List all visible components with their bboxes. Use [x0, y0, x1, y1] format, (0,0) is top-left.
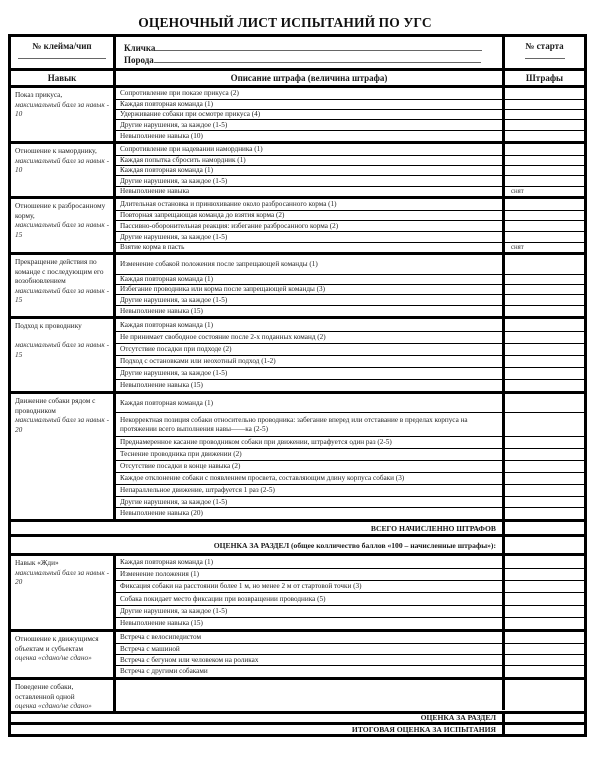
penalty-row	[116, 632, 584, 643]
penalty-row	[116, 284, 584, 294]
skill-max-score-note: максимальный балл за навык - 20	[15, 415, 110, 434]
penalty-description: Другие нарушения, за каждое (1-5)	[116, 176, 505, 186]
penalty-row	[116, 343, 584, 355]
penalty-rows	[116, 680, 584, 711]
penalty-description: Другие нарушения, за каждое (1-5)	[116, 232, 505, 242]
penalty-value-cell[interactable]	[505, 666, 584, 677]
penalty-row	[116, 507, 584, 519]
section-score-value[interactable]	[505, 714, 584, 722]
penalty-row	[116, 605, 584, 617]
total-penalties-row	[11, 519, 584, 534]
penalty-value-cell[interactable]	[505, 88, 584, 99]
skill-name: Поведение собаки, оставленной одной	[15, 682, 75, 701]
penalty-rows	[116, 319, 584, 391]
penalty-description: Не принимает свободное состояние после 2-х поданных команд (2)	[116, 332, 505, 343]
penalty-value-cell[interactable]	[505, 556, 584, 568]
column-header-row	[11, 68, 584, 85]
section-score-label: ОЦЕНКА ЗА РАЗДЕЛ	[11, 714, 505, 722]
dog-name-field[interactable]	[155, 50, 482, 51]
dog-info-cell	[116, 37, 505, 68]
skill-label-cell	[11, 255, 116, 316]
penalty-row	[116, 412, 584, 436]
penalty-row	[116, 305, 584, 316]
penalty-value-cell[interactable]	[505, 680, 584, 710]
penalty-row	[116, 643, 584, 654]
penalty-description: Другие нарушения, за каждое (1-5)	[116, 497, 505, 507]
final-score-value[interactable]	[505, 725, 584, 734]
penalty-description: Изменение собакой положения после запрещающей команды (1)	[116, 255, 505, 274]
penalty-row	[116, 580, 584, 592]
skill-section	[11, 85, 584, 141]
penalty-row	[116, 394, 584, 412]
penalty-row	[116, 367, 584, 379]
penalty-description: Удерживание собаки при осмотре прикуса (4)	[116, 110, 505, 119]
penalty-description: Собака покидает место фиксации при возвращении проводника (5)	[116, 593, 505, 605]
penalty-row	[116, 294, 584, 305]
penalty-value-cell[interactable]	[505, 166, 584, 175]
penalty-description: Другие нарушения, за каждое (1-5)	[116, 606, 505, 617]
brand-chip-label: № клейма/чип	[32, 41, 92, 51]
penalty-value-cell[interactable]	[505, 380, 584, 391]
skill-label-cell	[11, 144, 116, 196]
skill-max-score-note: максимальный балл за навык - 10	[15, 155, 110, 175]
penalty-value-cell[interactable]	[505, 437, 584, 448]
penalty-description: Невыполнение навыка (15)	[116, 618, 505, 629]
penalty-rows	[116, 632, 584, 677]
penalty-row	[116, 460, 584, 472]
penalty-description: Пассивно-оборонительная реакция: избегание разбросанного корма (2)	[116, 221, 505, 231]
penalty-row	[116, 331, 584, 343]
penalty-rows	[116, 255, 584, 316]
skill-section	[11, 141, 584, 196]
skill-section	[11, 553, 584, 629]
skill-max-score-note: максимальный балл за навык - 20	[15, 567, 110, 587]
skill-section	[11, 629, 584, 677]
penalty-description: Отсутствие посадки при подходе (2)	[116, 344, 505, 355]
skill-name: Отношение к разбросанному корму,	[15, 201, 106, 220]
skill-name: Отношение к движущимся объектам и субъектам	[15, 634, 99, 653]
penalty-value-cell[interactable]	[505, 221, 584, 231]
final-score-label: ИТОГОВАЯ ОЦЕНКА ЗА ИСПЫТАНИЯ	[11, 725, 505, 734]
penalty-description: Изменение положения (1)	[116, 569, 505, 580]
penalty-value-cell[interactable]	[505, 461, 584, 472]
penalty-row	[116, 484, 584, 496]
penalty-value-cell[interactable]	[505, 199, 584, 210]
skill-label-cell	[11, 319, 116, 391]
penalty-row	[116, 186, 584, 196]
penalty-description: Сопротивление при надевании намордника (1)	[116, 144, 505, 155]
penalty-description: Отсутствие посадки в конце навыка (2)	[116, 461, 505, 472]
penalty-row	[116, 242, 584, 252]
skill-max-score-note: максимальный балл за навык - 10	[15, 99, 110, 119]
penalty-description	[116, 680, 505, 710]
skill-name: Движение собаки рядом с проводником	[15, 396, 96, 415]
penalty-rows	[116, 199, 584, 252]
penalty-value-cell[interactable]	[505, 156, 584, 165]
brand-chip-field[interactable]	[18, 58, 106, 59]
penalty-row	[116, 255, 584, 274]
skill-name: Показ прикуса,	[15, 90, 63, 99]
penalty-row	[116, 568, 584, 580]
penalty-description: Другие нарушения, за каждое (1-5)	[116, 295, 505, 305]
penalty-value-cell[interactable]	[505, 255, 584, 274]
skill-name: Подход к проводнику	[15, 321, 82, 330]
penalty-description: Каждая повторная команда (1)	[116, 166, 505, 175]
penalty-rows	[116, 88, 584, 141]
penalty-description: Каждая попытка сбросить намордник (1)	[116, 156, 505, 165]
column-header-skill: Навык	[11, 71, 116, 85]
penalty-value-cell[interactable]	[505, 110, 584, 119]
penalty-value-cell[interactable]	[505, 368, 584, 379]
skill-label-cell	[11, 680, 116, 711]
penalty-value-cell[interactable]	[505, 593, 584, 605]
penalty-row	[116, 99, 584, 109]
penalty-value-cell[interactable]	[505, 275, 584, 284]
penalty-row	[116, 220, 584, 231]
penalty-value-cell[interactable]	[505, 332, 584, 343]
penalty-description: Каждая повторная команда (1)	[116, 319, 505, 331]
penalty-value-cell[interactable]	[505, 413, 584, 436]
skill-max-score-note: максимальный балл за навык - 15	[15, 285, 110, 305]
skill-sections-part-1	[11, 85, 584, 519]
skill-sections-part-2	[11, 553, 584, 711]
penalty-rows	[116, 144, 584, 196]
skill-max-score-note: оценка «сдано/не сдано»	[15, 701, 92, 711]
penalty-row	[116, 155, 584, 165]
penalty-description: Каждая повторная команда (1)	[116, 556, 505, 568]
penalty-description: Встреча с велосипедистом	[116, 632, 505, 643]
penalty-value-cell[interactable]	[505, 120, 584, 130]
penalty-value-cell[interactable]	[505, 508, 584, 519]
penalty-description: Преднамеренное касание проводником собаки при движении, штрафуется один раз (2-5)	[116, 437, 505, 448]
penalty-value-cell[interactable]	[505, 632, 584, 643]
section-score-formula-label: ОЦЕНКА ЗА РАЗДЕЛ (общее колличество баллов «100 – начисленные штрафы»):	[11, 537, 505, 553]
penalty-description: Другие нарушения, за каждое (1-5)	[116, 120, 505, 130]
evaluation-table	[8, 34, 587, 737]
penalty-value-cell[interactable]	[505, 497, 584, 507]
penalty-description: Взятие корма в пасть	[116, 243, 505, 252]
penalty-description: Некорректная позиция собаки относительно проводника: забегание вперед или отставание в пределах корпуса на протяжении всего выполнения навы——ка (2-5)	[116, 413, 505, 436]
penalty-description: Сопротивление при показе прикуса (2)	[116, 88, 505, 99]
dog-breed-label: Порода	[124, 55, 154, 65]
penalty-value-cell[interactable]	[505, 211, 584, 220]
penalty-description: Невыполнение навыка (15)	[116, 380, 505, 391]
start-number-cell	[505, 37, 584, 68]
skill-section	[11, 391, 584, 519]
penalty-rows	[116, 394, 584, 519]
penalty-value-cell[interactable]: снят	[511, 188, 524, 195]
penalty-row	[116, 654, 584, 665]
column-header-penalties: Штрафы	[525, 73, 564, 83]
dog-breed-field[interactable]	[154, 62, 481, 63]
penalty-description: Встреча с машиной	[116, 644, 505, 654]
penalty-row	[116, 436, 584, 448]
penalty-description: Встреча с другими собаками	[116, 666, 505, 677]
penalty-value-cell[interactable]	[505, 655, 584, 665]
penalty-rows	[116, 556, 584, 629]
penalty-value-cell[interactable]	[505, 581, 584, 592]
penalty-description: Каждая повторная команда (1)	[116, 275, 505, 284]
section-score-formula-row	[11, 534, 584, 553]
penalty-value-cell[interactable]	[505, 449, 584, 460]
penalty-row	[116, 496, 584, 507]
penalty-row	[116, 175, 584, 186]
penalty-description: Встреча с бегуном или человеком на роликах	[116, 655, 505, 665]
skill-label-cell	[11, 632, 116, 677]
penalty-description: Невыполнение навыка (15)	[116, 306, 505, 316]
penalty-value-cell[interactable]	[505, 356, 584, 367]
dog-name-label: Кличка	[124, 43, 156, 53]
penalty-row	[116, 448, 584, 460]
column-header-description: Описание штрафа (величина штрафа)	[116, 71, 505, 85]
penalty-value-cell[interactable]	[505, 131, 584, 141]
penalty-row	[116, 556, 584, 568]
penalty-description: Каждая повторная команда (1)	[116, 394, 505, 412]
brand-chip-cell	[11, 37, 116, 68]
skill-name: Навык «Жди»	[15, 558, 59, 567]
penalty-description: Другие нарушения, за каждое (1-5)	[116, 368, 505, 379]
penalty-row	[116, 231, 584, 242]
page-title: ОЦЕНОЧНЫЙ ЛИСТ ИСПЫТАНИЙ ПО УГС	[138, 15, 432, 30]
penalty-row	[116, 88, 584, 99]
skill-section	[11, 252, 584, 316]
penalty-description: Невыполнение навыка	[116, 187, 505, 196]
skill-max-score-note: оценка «сдано/не сдано»	[15, 653, 92, 663]
skill-max-score-note: максимальный балл за навык - 15	[15, 340, 110, 359]
penalty-value-cell[interactable]	[505, 100, 584, 109]
penalty-value-cell[interactable]	[505, 606, 584, 617]
penalty-description: Невыполнение навыка (10)	[116, 131, 505, 141]
penalty-description: Каждое отклонение собаки с появлением просвета, составляющим длину корпуса собаки (3)	[116, 473, 505, 484]
skill-section	[11, 316, 584, 391]
penalty-description: Избегание проводника или корма после запрещающей команды (3)	[116, 285, 505, 294]
penalty-description: Повторная запрещающая команда до взятия корма (2)	[116, 211, 505, 220]
skill-label-cell	[11, 199, 116, 252]
penalty-row	[116, 665, 584, 677]
penalty-value-cell[interactable]	[505, 344, 584, 355]
penalty-row	[116, 379, 584, 391]
penalty-value-cell[interactable]	[505, 295, 584, 305]
skill-label-cell	[11, 556, 116, 629]
skill-label-cell	[11, 394, 116, 519]
penalty-value-cell[interactable]	[505, 306, 584, 316]
penalty-row	[116, 355, 584, 367]
skill-max-score-note: максимальный балл за навык - 15	[15, 220, 110, 239]
penalty-value-cell[interactable]: снят	[511, 244, 524, 251]
skill-name: Отношение к наморднику,	[15, 146, 97, 155]
skill-section	[11, 196, 584, 252]
final-score-row	[11, 722, 584, 734]
start-number-label: № старта	[525, 41, 564, 51]
penalty-row	[116, 617, 584, 629]
penalty-value-cell[interactable]	[505, 644, 584, 654]
penalty-value-cell[interactable]	[505, 394, 584, 412]
total-penalties-label: ВСЕГО НАЧИСЛЕННО ШТРАФОВ	[11, 522, 505, 534]
penalty-description: Каждая повторная команда (1)	[116, 100, 505, 109]
penalty-row	[116, 472, 584, 484]
skill-section	[11, 677, 584, 711]
penalty-row	[116, 680, 584, 710]
penalty-value-cell[interactable]	[505, 569, 584, 580]
penalty-value-cell[interactable]	[505, 319, 584, 331]
total-penalties-value[interactable]	[505, 522, 584, 534]
penalty-row	[116, 130, 584, 141]
penalty-value-cell[interactable]	[505, 618, 584, 629]
penalty-row	[116, 165, 584, 175]
penalty-value-cell[interactable]	[505, 485, 584, 496]
penalty-row	[116, 210, 584, 220]
penalty-value-cell[interactable]	[505, 144, 584, 155]
penalty-row	[116, 144, 584, 155]
header-row	[11, 37, 584, 68]
section-score-row	[11, 711, 584, 722]
penalty-row	[116, 109, 584, 119]
penalty-description: Невыполнение навыка (20)	[116, 508, 505, 519]
penalty-value-cell[interactable]	[505, 176, 584, 186]
penalty-description: Теснение проводника при движении (2)	[116, 449, 505, 460]
penalty-row	[116, 592, 584, 605]
penalty-value-cell[interactable]	[505, 285, 584, 294]
section-score-formula-value[interactable]	[505, 537, 584, 553]
penalty-row	[116, 274, 584, 284]
penalty-description: Непараллельное движение, штрафуется 1 раз (2-5)	[116, 485, 505, 496]
penalty-description: Фиксация собаки на расстоянии более 1 м, но менее 2 м от стартовой точки (3)	[116, 581, 505, 592]
penalty-description: Подход с остановками или неохотный подход (1-2)	[116, 356, 505, 367]
penalty-row	[116, 119, 584, 130]
start-number-field[interactable]	[525, 58, 565, 59]
penalty-description: Длительная остановка и принюхивание около разбросанного корма (1)	[116, 199, 505, 210]
penalty-value-cell[interactable]	[505, 473, 584, 484]
skill-name: Прекращение действия по команде с последующим его возобновлением	[15, 257, 104, 286]
penalty-row	[116, 199, 584, 210]
skill-label-cell	[11, 88, 116, 141]
penalty-row	[116, 319, 584, 331]
penalty-value-cell[interactable]	[505, 232, 584, 242]
